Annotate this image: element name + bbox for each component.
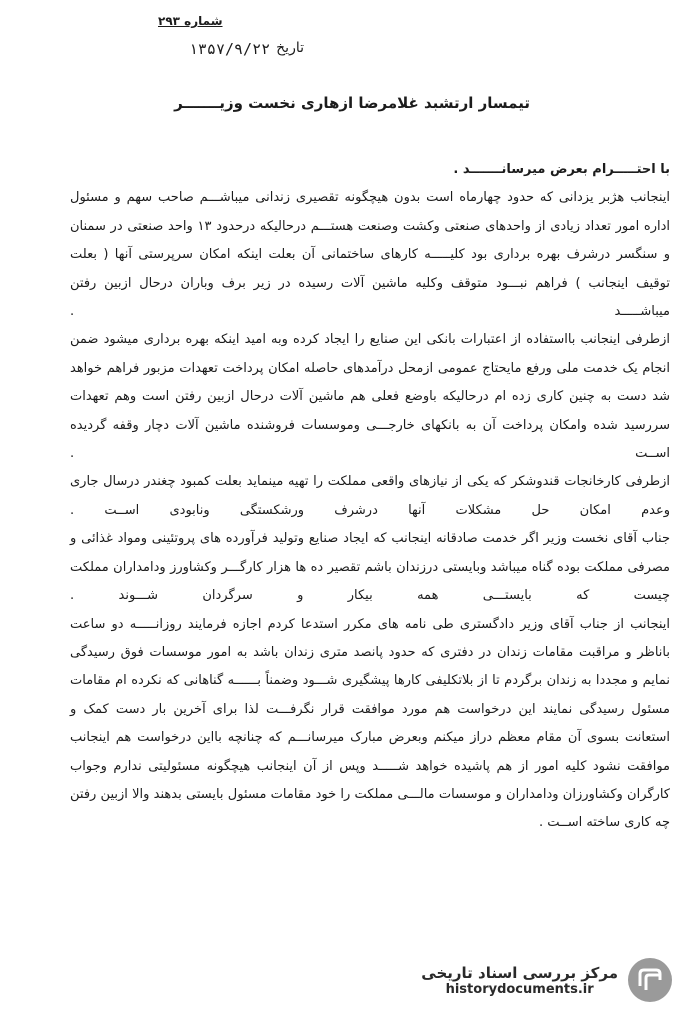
archive-watermark <box>404 950 674 1010</box>
date-value: ۱۳۵۷/۹/۲۲ <box>188 40 271 58</box>
paragraph-4: جناب آقای نخست وزیر اگر خدمت صادقانه اینجانب که ایجاد صنایع وتولید فرآورده های پروتئینی ومواد غذائی و مصرفی مملکت بوده گناه میباشد وبایستی درزندان باشم تقصیر ده ها هزار کارگـــر وکشاورز ودامداران مملکت چیست که بایستـــی همه بیکار و سرگردان شـــوند . <box>70 531 670 604</box>
salutation: با احتـــــرام بعرض میرسانـــــــد . <box>453 162 670 177</box>
watermark-text <box>421 964 618 997</box>
archive-folder-icon <box>626 956 674 1004</box>
letter-number-stamp: شماره ۲۹۳ <box>158 14 223 28</box>
letter-body <box>70 156 670 838</box>
paragraph-1: اینجانب هژبر یزدانی که حدود چهارماه است بدون هیچگونه تقصیری زندانی میباشـــم صاحب سهم و مسئول اداره امور تعداد زیادی از واحدهای صنعتی وکشت وصنعت هستـــم درحالیکه درحدود ۱۳ واحد صنعتی در سمنان و سنگسر درشرف بهره برداری بود کلیـــــه کارهای ساختمانی آن بعلت اینکه امکان سرپرستی آنها ( بعلت توقیف اینجانب ) فراهم نبـــود متوقف وکلیه ماشین آلات رسیده در زیر برف وباران درحال ازبین رفتن میباشـــــد . <box>70 190 670 320</box>
addressee-line: تیمسار ارتشبد غلامرضا ازهاری نخست وزیـــــــر <box>174 94 530 112</box>
watermark-name: مرکز بررسی اسناد تاریخی <box>421 963 618 982</box>
paragraph-2: ازطرفی اینجانب بااستفاده از اعتبارات بانکی این صنایع را ایجاد کرده وبه امید اینکه بهره برداری میشود ضمن انجام یک خدمت ملی ورفع مایحتاج عمومی ازمحل درآمدهای حاصله امکان پرداخت تعهدات مزبور فراهم خواهد شد دست به چنین کاری زده ام درحالیکه باوضع فعلی هم ماشین آلات درحال ازبین رفتن است وهم تعهدات سررسید شده وامکان پرداخت آن به بانکهای خارجـــی وموسسات فروشنده ماشین آلات دچار وقفه گردیده اســت . <box>70 332 670 462</box>
date-label: تاریخ <box>276 40 304 56</box>
paragraph-3: ازطرفی کارخانجات قندوشکر که یکی از نیازهای واقعی مملکت را تهیه مینماید بعلت کمبود چغندر درسال جاری وعدم امکان حل مشکلات آنها درشرف ورشکستگی ونابودی اســت . <box>70 474 670 518</box>
watermark-url: historydocuments.ir <box>445 981 594 997</box>
date-line <box>156 40 304 58</box>
paragraph-5: اینجانب از جناب آقای وزیر دادگستری طی نامه های مکرر استدعا کردم اجازه فرمایند روزانـــــه دو ساعت باناظر و مراقبت مقامات زندان در دفتری که حدود پانصد متری زندان باشد به امور موسسات فوق رسیدگی نمایم و مجددا به زندان برگردم تا از بلاتکلیفی کارها پیشگیری شـــود وضمناً بــــــه گناهانی که نکرده ام مقامات مسئول رسیدگی نمایند این درخواست هم مورد موافقت قرار نگرفـــت لذا برای آخرین بار دست کمک و استعانت بسوی آن مقام معظم دراز میکنم وبعرض مبارک میرسانـــم که چنانچه بااین درخواست هم اینجانب موافقت نشود کلیه امور از هم پاشیده خواهد شـــــد وپس از آن اینجانب هیچگونه مسئولیتی ندارم وجواب کارگران وکشاورزان ودامداران و موسسات مالـــی مملکت را خود مقامات مسئول بایستی بدهند والا ازبین رفتن چه کاری ساخته اســت . <box>70 616 670 831</box>
